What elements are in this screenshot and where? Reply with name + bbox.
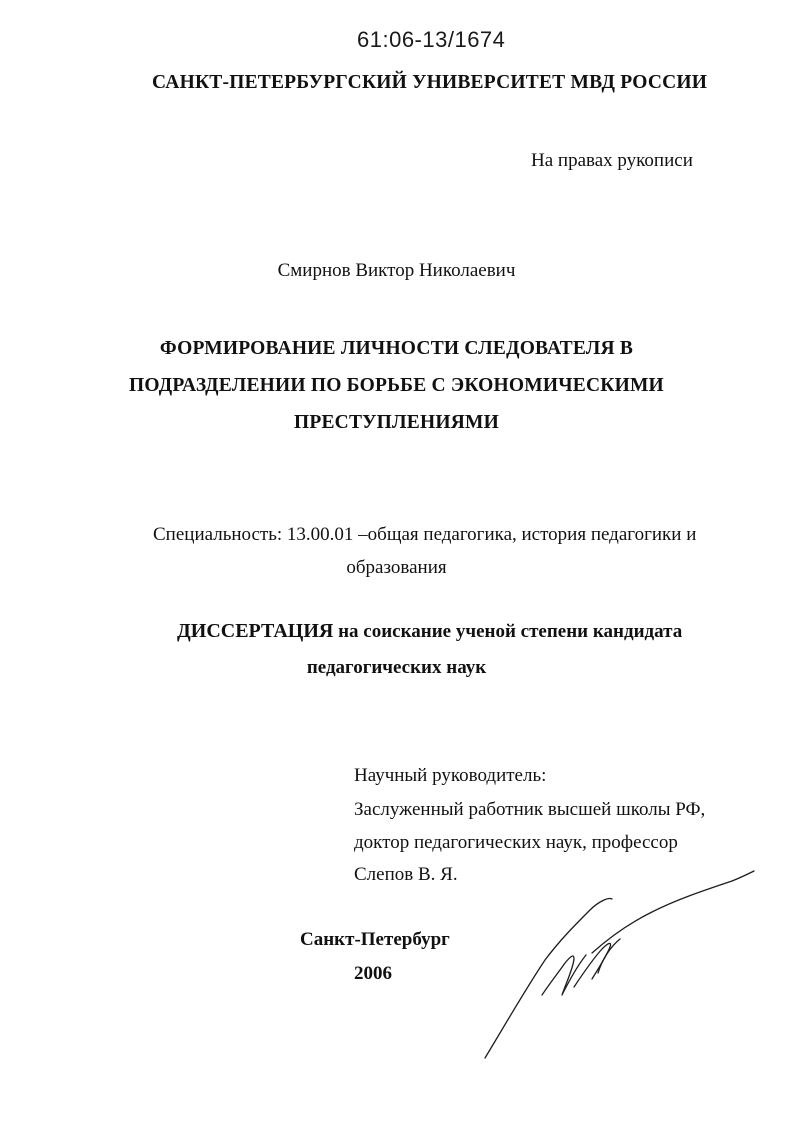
dissertation-degree-text: на соискание ученой степени кандидата (333, 621, 683, 642)
supervisor-degree: доктор педагогических наук, профессор (354, 832, 678, 853)
author-name: Смирнов Виктор Николаевич (277, 260, 516, 281)
dissertation-field: педагогических наук (306, 657, 487, 678)
supervisor-title: Заслуженный работник высшей школы РФ, (354, 799, 706, 820)
manuscript-rights: На правах рукописи (531, 150, 693, 171)
archive-code: 61:06-13/1674 (357, 27, 506, 52)
supervisor-heading: Научный руководитель: (354, 765, 547, 786)
supervisor-name: Слепов В. Я. (354, 864, 458, 885)
dissertation-statement (177, 620, 682, 643)
year: 2006 (354, 963, 392, 984)
specialty-line: образования (346, 557, 447, 578)
specialty-line: Специальность: 13.00.01 –общая педагогика, история педагогики и (153, 524, 697, 545)
dissertation-title-line: ПРЕСТУПЛЕНИЯМИ (294, 412, 499, 433)
signature-icon (470, 855, 760, 1070)
dissertation-title-line: ФОРМИРОВАНИЕ ЛИЧНОСТИ СЛЕДОВАТЕЛЯ В (159, 338, 634, 359)
city: Санкт-Петербург (300, 929, 450, 950)
dissertation-label: ДИССЕРТАЦИЯ (177, 620, 334, 642)
university-name: САНКТ-ПЕТЕРБУРГСКИЙ УНИВЕРСИТЕТ МВД РОССИИ (152, 72, 708, 93)
dissertation-title-line: ПОДРАЗДЕЛЕНИИ ПО БОРЬБЕ С ЭКОНОМИЧЕСКИМИ (129, 375, 664, 396)
